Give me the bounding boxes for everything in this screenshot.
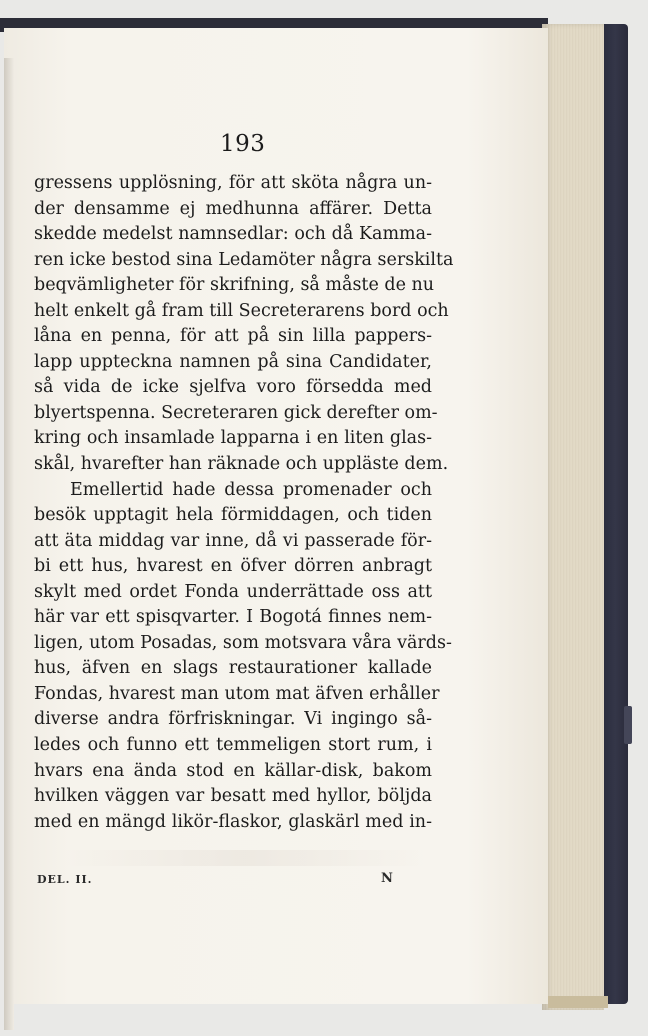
text-line: lapp uppteckna namnen på sina Candidater, bbox=[34, 351, 432, 372]
gutter-shadow bbox=[4, 58, 14, 1030]
book-page bbox=[4, 28, 548, 1004]
page-edges bbox=[542, 24, 604, 1010]
text-line: skål, hvarefter han räknade och uppläste dem. bbox=[34, 454, 449, 475]
text-line: ledes och funno ett temmeligen stort rum, i bbox=[34, 735, 432, 756]
text-line: hvilken väggen var besatt med hyllor, böljda bbox=[34, 786, 432, 807]
text-line: Emellertid hade dessa promenader och bbox=[70, 479, 432, 500]
text-line: diverse andra förfriskningar. Vi ingingo så- bbox=[34, 709, 432, 730]
text-line: hus, äfven en slags restaurationer kallade bbox=[34, 658, 432, 679]
signature-mark-label: DEL. II. bbox=[37, 873, 93, 886]
signature-letter: N bbox=[381, 871, 393, 886]
page-text bbox=[34, 171, 454, 835]
text-line: blyertspenna. Secreteraren gick derefter om- bbox=[34, 402, 438, 423]
text-line: kring och insamlade lapparna i en liten glas- bbox=[34, 428, 432, 449]
text-line: med en mängd likör-flaskor, glaskärl med in- bbox=[34, 811, 432, 832]
text-line: beqvämligheter för skrifning, så måste de nu bbox=[34, 275, 435, 296]
text-line: skylt med ordet Fonda underrättade oss att bbox=[34, 581, 432, 602]
page-edges-bottom bbox=[548, 996, 608, 1008]
show-through-shadow bbox=[64, 850, 424, 866]
text-line: att äta middag var inne, då vi passerade för- bbox=[34, 530, 432, 551]
text-line: helt enkelt gå fram till Secreterarens bord och bbox=[34, 300, 449, 321]
text-line: ligen, utom Posadas, som motsvara våra värds- bbox=[34, 632, 452, 653]
text-line: der densamme ej medhunna affärer. Detta bbox=[34, 198, 432, 219]
text-line: så vida de icke sjelfva voro försedda med bbox=[34, 377, 432, 398]
page-number: 193 bbox=[220, 131, 266, 157]
text-line: ren icke bestod sina Ledamöter några serskilta bbox=[34, 249, 454, 270]
text-line: Fondas, hvarest man utom mat äfven erhåller bbox=[34, 683, 440, 704]
text-line: hvars ena ända stod en källar-disk, bakom bbox=[34, 760, 432, 781]
clasp-icon bbox=[624, 706, 632, 744]
text-line: besök upptagit hela förmiddagen, och tiden bbox=[34, 505, 432, 526]
text-line: gressens upplösning, för att sköta några un- bbox=[34, 173, 432, 193]
text-line: låna en penna, för att på sin lilla pappers- bbox=[34, 326, 432, 347]
text-line: skedde medelst namnsedlar: och då Kamma- bbox=[34, 224, 432, 245]
text-line: här var ett spisqvarter. I Bogotá finnes nem- bbox=[34, 607, 432, 628]
text-line: bi ett hus, hvarest en öfver dörren anbragt bbox=[34, 556, 432, 577]
